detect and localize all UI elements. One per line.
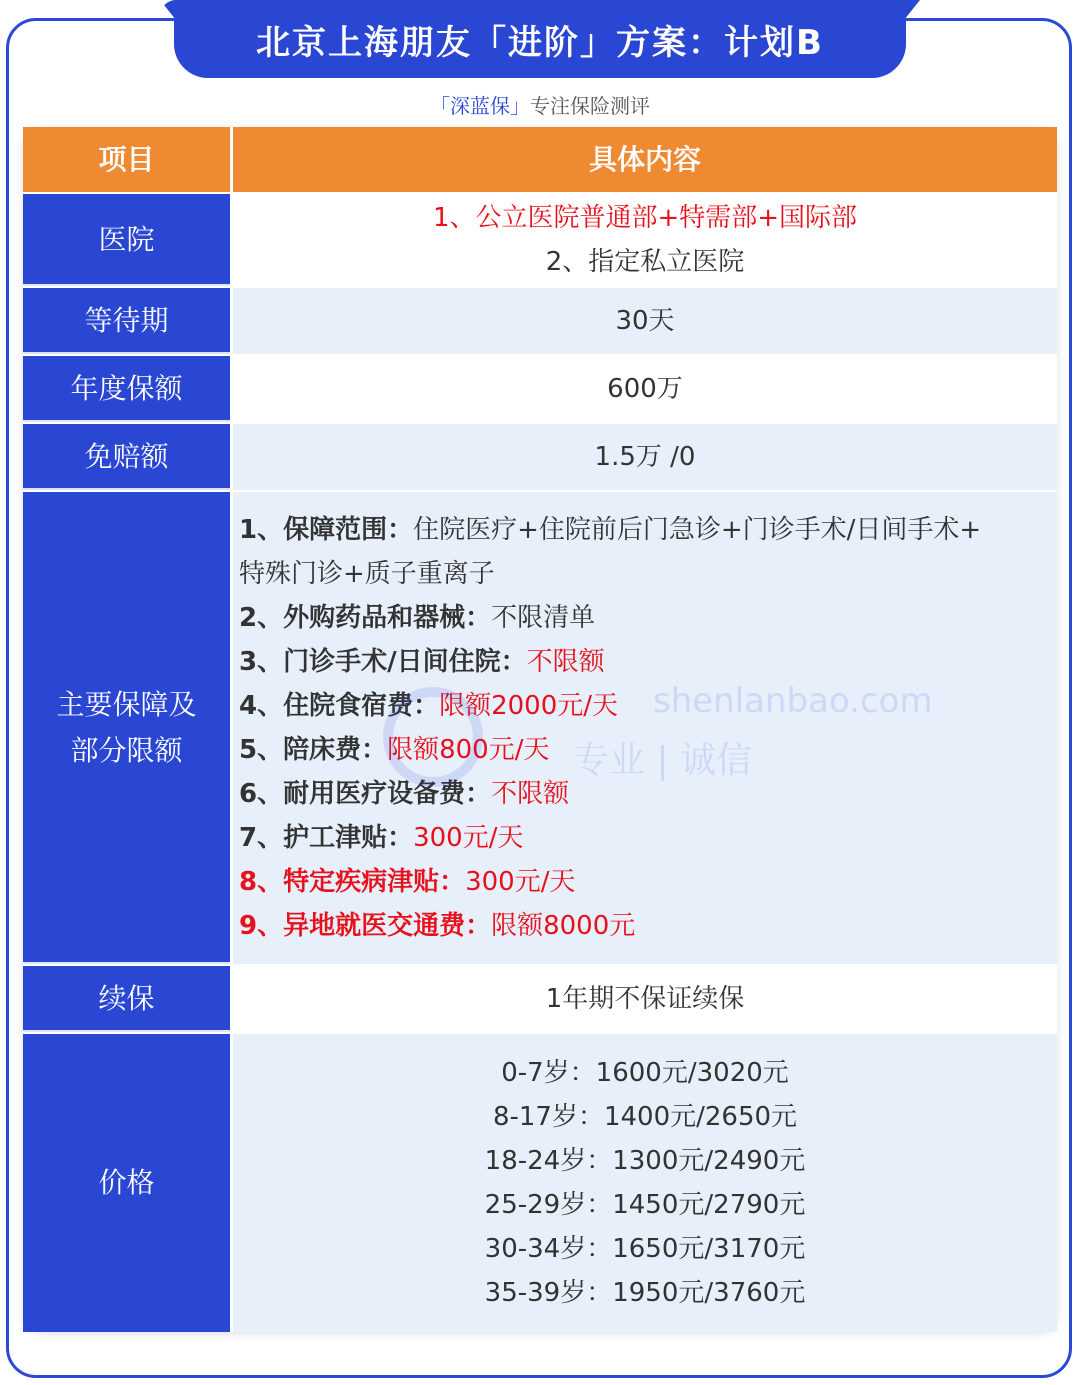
coverage-label-line-1: 主要保障及 [56, 688, 197, 721]
label-deductible: 免赔额 [23, 424, 230, 490]
row-divider [23, 1030, 230, 1032]
subtitle-brand: 「深蓝保」 [430, 94, 530, 118]
header-content: 具体内容 [233, 127, 1057, 192]
subtitle-text: 专注保险测评 [530, 94, 650, 118]
price-line: 8-17岁：1400元/2650元 [492, 1102, 798, 1132]
table-row-price [23, 1034, 1057, 1332]
label-price: 价格 [23, 1034, 230, 1332]
coverage-item: 3、门诊手术/日间住院：不限额 [239, 647, 605, 677]
content-price [233, 1034, 1057, 1332]
table-row-hospital [23, 194, 1057, 286]
table-row-deductible [23, 424, 1057, 490]
coverage-item: 8、特定疾病津贴：300元/天 [239, 867, 576, 897]
coverage-item: 5、陪床费：限额800元/天 [239, 735, 550, 765]
table-row-renewal [23, 966, 1057, 1032]
price-line: 35-39岁：1950元/3760元 [484, 1278, 806, 1308]
header-item: 项目 [23, 127, 230, 192]
row-divider [23, 962, 230, 964]
label-waiting: 等待期 [23, 288, 230, 354]
coverage-item: 1、保障范围：住院医疗+住院前后门急诊+门诊手术/日间手术+ [239, 515, 982, 545]
coverage-item: 7、护工津贴：300元/天 [239, 823, 524, 853]
content-renewal: 1年期不保证续保 [233, 966, 1057, 1032]
row-divider [23, 352, 230, 354]
table-row-waiting [23, 288, 1057, 354]
price-line: 18-24岁：1300元/2490元 [484, 1146, 806, 1176]
row-divider [23, 420, 230, 422]
row-divider [23, 488, 230, 490]
content-hospital [233, 194, 1057, 286]
subtitle [0, 90, 1080, 119]
coverage-label-line-2: 部分限额 [70, 734, 183, 767]
coverage-item: 6、耐用医疗设备费：不限额 [239, 779, 570, 809]
coverage-item: 特殊门诊+质子重离子 [239, 559, 495, 589]
table-row-annual-limit [23, 356, 1057, 422]
label-coverage [23, 492, 230, 964]
price-line: 25-29岁：1450元/2790元 [484, 1190, 806, 1220]
coverage-item: 2、外购药品和器械：不限清单 [239, 603, 596, 633]
hospital-line-1: 1、公立医院普通部+特需部+国际部 [432, 203, 858, 233]
row-divider [23, 284, 230, 286]
label-hospital: 医院 [23, 194, 230, 286]
content-deductible: 1.5万 /0 [233, 424, 1057, 490]
label-renewal: 续保 [23, 966, 230, 1032]
plan-table [23, 127, 1057, 1332]
content-annual-limit: 600万 [233, 356, 1057, 422]
page-title: 北京上海朋友「进阶」方案：计划B [256, 22, 824, 63]
table-header-row [23, 127, 1057, 192]
coverage-item: 4、住院食宿费：限额2000元/天 [239, 691, 619, 721]
table-row-coverage [23, 492, 1057, 964]
banner-ear-right [904, 0, 920, 20]
label-annual-limit: 年度保额 [23, 356, 230, 422]
price-line: 30-34岁：1650元/3170元 [484, 1234, 806, 1264]
content-waiting: 30天 [233, 288, 1057, 354]
coverage-item: 9、异地就医交通费：限额8000元 [239, 911, 636, 941]
content-coverage [233, 492, 1057, 964]
price-line: 0-7岁：1600元/3020元 [501, 1058, 789, 1088]
title-banner [174, 0, 906, 78]
hospital-line-2: 2、指定私立医院 [545, 247, 745, 277]
